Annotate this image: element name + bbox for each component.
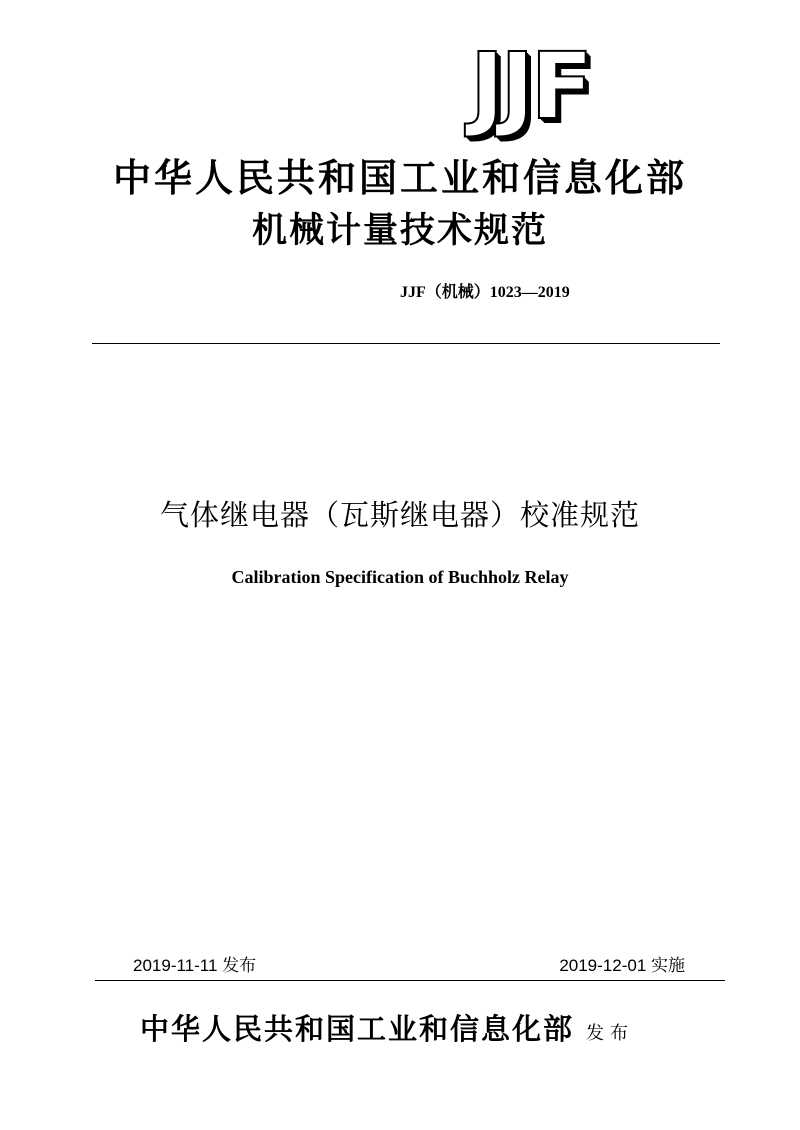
jjf-logo-text: JJF — [470, 33, 590, 140]
top-divider — [92, 343, 720, 344]
implementation-date: 2019-12-01 实施 — [559, 956, 685, 975]
issue-date: 2019-11-11 发布 — [133, 956, 257, 975]
standard-number: JJF（机械）1023—2019 — [400, 284, 570, 301]
footer-publish-label: 发布 — [586, 1023, 635, 1044]
specification-category: 机械计量技术规范 — [251, 210, 548, 251]
footer-publisher — [140, 1009, 634, 1054]
jjf-logo — [470, 33, 680, 140]
issuer-title: 中华人民共和国工业和信息化部 — [112, 155, 687, 200]
bottom-divider — [95, 980, 725, 981]
document-title-english: Calibration Specification of Buchholz Relay — [231, 567, 569, 587]
footer-issuer: 中华人民共和国工业和信息化部 — [140, 1012, 575, 1046]
document-title-chinese: 气体继电器（瓦斯继电器）校准规范 — [159, 498, 640, 532]
